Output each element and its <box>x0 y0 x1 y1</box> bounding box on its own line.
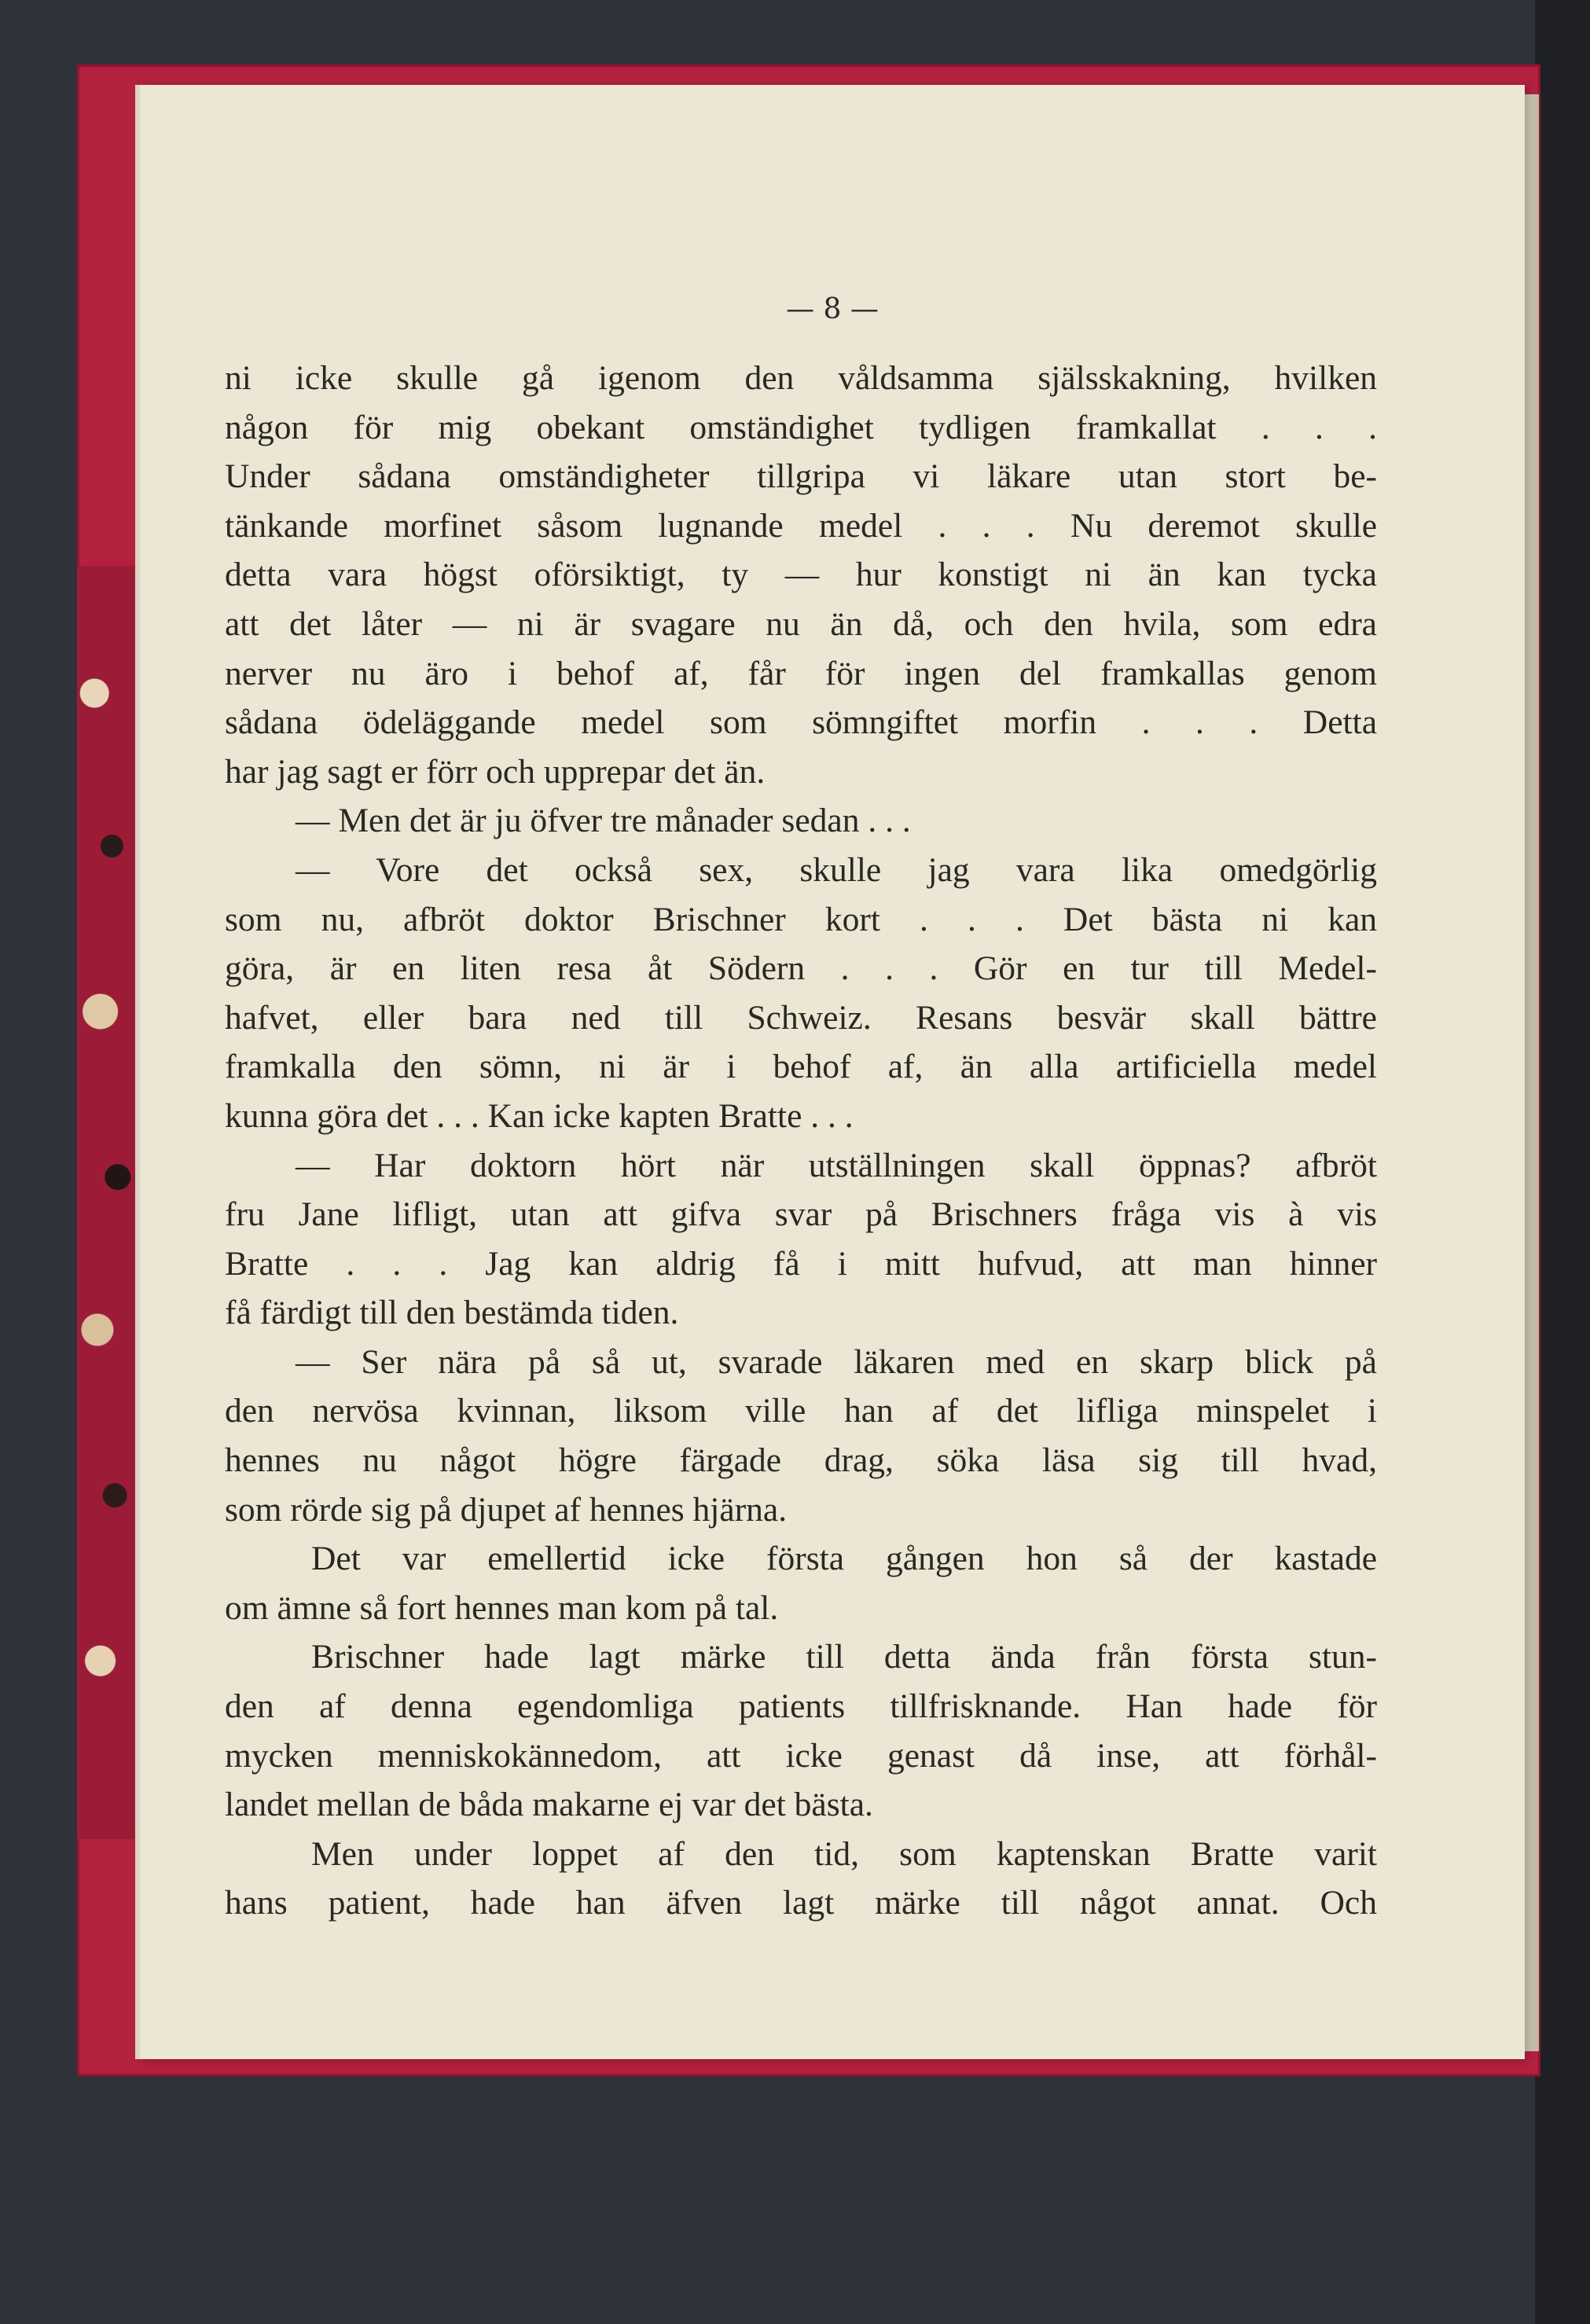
text-line: om ämne så fort hennes man kom på tal. <box>225 1588 779 1627</box>
text-line: — Har doktorn hört när utställningen skall öppnas? afbröt <box>296 1146 1377 1184</box>
text-line: Bratte . . . Jag kan aldrig få i mitt hufvud, att man hinner <box>225 1244 1377 1283</box>
text-line: tänkande morfinet såsom lugnande medel . . . Nu deremot skulle <box>225 506 1377 545</box>
text-line: sådana ödeläggande medel som sömngiftet morfin . . . Detta <box>225 703 1377 742</box>
text-line: detta vara högst oförsiktigt, ty — hur konstigt ni än kan tycka <box>225 556 1377 594</box>
text-line: Under sådana omständigheter tillgripa vi läkare utan stort be- <box>225 457 1377 496</box>
text-line: fru Jane lifligt, utan att gifva svar på Brischners fråga vis à vis <box>225 1195 1377 1234</box>
text-line: framkalla den sömn, ni är i behof af, än alla artificiella medel <box>225 1048 1377 1086</box>
text-line: hennes nu något högre färgade drag, söka läsa sig till hvad, <box>225 1441 1377 1480</box>
text-line: har jag sagt er förr och upprepar det än. <box>225 752 766 791</box>
text-line: — Men det är ju öfver tre månader sedan . . . <box>296 802 911 840</box>
text-line: någon för mig obekant omständighet tydligen framkallat . . . <box>225 408 1377 446</box>
text-line: Brischner hade lagt märke till detta ända från första stun- <box>311 1638 1377 1676</box>
text-line: få färdigt till den bestämda tiden. <box>225 1294 679 1332</box>
page-stack-edge <box>1525 94 1539 2051</box>
text-line: kunna göra det . . . Kan icke kapten Bratte . . . <box>225 1096 854 1135</box>
marbled-endpaper <box>77 566 135 1839</box>
text-line: att det låter — ni är svagare nu än då, och den hvila, som edra <box>225 604 1377 643</box>
page-number: — 8 — <box>786 293 879 325</box>
text-line: — Ser nära på så ut, svarade läkaren med en skarp blick på <box>296 1342 1377 1381</box>
text-line: den af denna egendomliga patients tillfrisknande. Han hade för <box>225 1687 1377 1726</box>
text-line: hafvet, eller bara ned till Schweiz. Resans besvär skall bättre <box>225 998 1377 1037</box>
text-line: som nu, afbröt doktor Brischner kort . . . Det bästa ni kan <box>225 900 1377 938</box>
text-line: göra, är en liten resa åt Södern . . . Gör en tur till Medel- <box>225 949 1377 988</box>
text-line: — Vore det också sex, skulle jag vara lika omedgörlig <box>296 850 1377 889</box>
text-line: som rörde sig på djupet af hennes hjärna. <box>225 1490 788 1529</box>
scanner-background <box>1535 0 1590 2324</box>
text-line: hans patient, hade han äfven lagt märke till något annat. Och <box>225 1884 1377 1922</box>
text-line: Det var emellertid icke första gången hon så der kastade <box>311 1540 1377 1578</box>
page-body-text <box>225 354 1377 1928</box>
text-line: nerver nu äro i behof af, får för ingen del framkallas genom <box>225 654 1377 692</box>
text-line: ni icke skulle gå igenom den våldsamma själsskakning, hvilken <box>225 359 1377 397</box>
text-line: den nervösa kvinnan, liksom ville han af det lifliga minspelet i <box>225 1392 1377 1430</box>
text-line: Men under loppet af den tid, som kaptenskan Bratte varit <box>311 1834 1377 1873</box>
text-line: mycken menniskokännedom, att icke genast då inse, att förhål- <box>225 1736 1377 1775</box>
text-line: landet mellan de båda makarne ej var det bästa. <box>225 1786 873 1824</box>
